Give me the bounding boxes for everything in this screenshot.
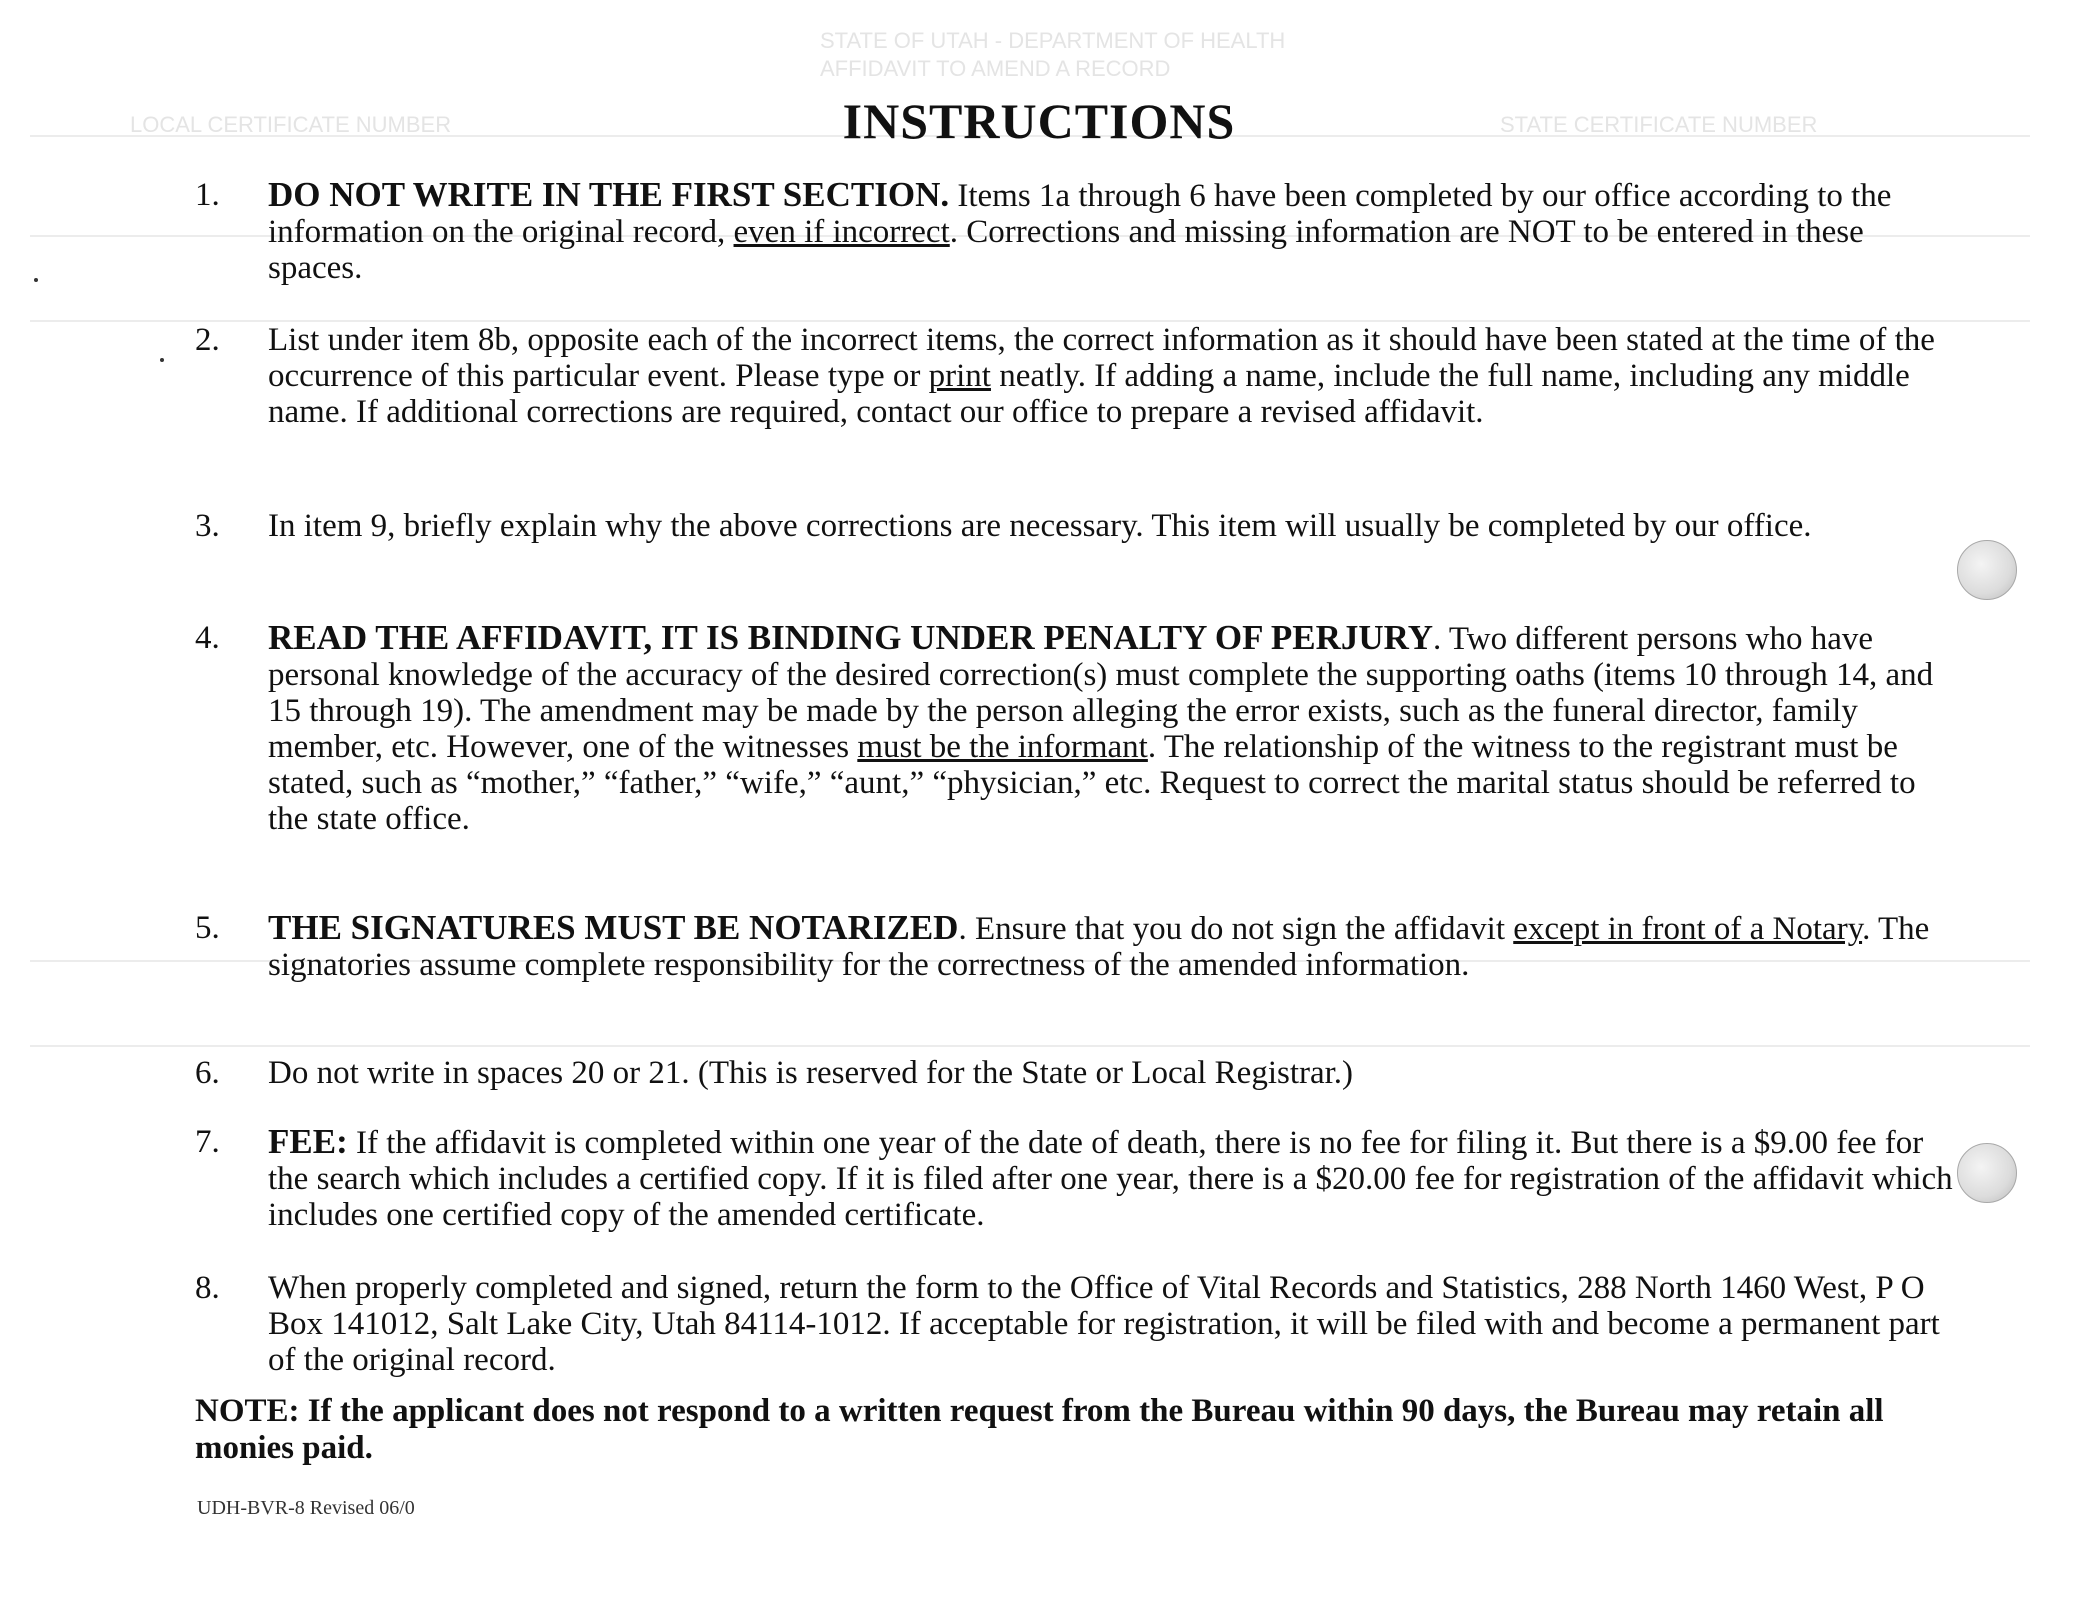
bleed-through-text: STATE OF UTAH - DEPARTMENT OF HEALTH — [820, 28, 1286, 53]
item-text-part: If the affidavit is completed within one year of the date of death, there is no fee for filing it. But there is a $9.00 fee for the search which includes a certified copy. If it is filed after one year, there is a $20.00 fee for registration of the affidavit which includes one certified copy of the amended certificate. — [268, 1125, 1953, 1233]
item-text-part: . Corrections and missing information are NOT to be entered in these spaces. — [268, 214, 1864, 286]
item-text — [268, 1124, 1955, 1233]
item-text-part: . Ensure that you do not sign the affidavit — [958, 911, 1514, 947]
item-text-part: Items 1a through 6 have been completed by our office according to the information on the original record, — [268, 178, 1892, 250]
item-number: 5. — [195, 910, 220, 946]
punch-hole-icon — [1957, 540, 2017, 600]
page-title: INSTRUCTIONS — [842, 93, 1236, 149]
item-number: 7. — [195, 1124, 220, 1160]
item-emphasis: print — [928, 358, 991, 394]
item-text — [268, 177, 1955, 286]
item-number: 1. — [195, 177, 220, 213]
item-text: In item 9, briefly explain why the above corrections are necessary. This item will usually be completed by our office. — [268, 508, 1812, 544]
item-text — [268, 620, 1955, 837]
item-text-part: . The signatories assume complete responsibility for the correctness of the amended information. — [268, 911, 1930, 983]
item-emphasis: even if incorrect — [733, 214, 950, 250]
item-text-part: List under item 8b, opposite each of the incorrect items, the correct information as it should have been stated at the time of the occurrence of this particular event. Please type or — [268, 322, 1935, 394]
item-text: When properly completed and signed, return the form to the Office of Vital Records and Statistics, 288 North 1460 West, P O Box 141012, Salt Lake City, Utah 84114-1012. If acceptable for registration, it will be filed with and become a permanent part of the original record. — [268, 1270, 1940, 1378]
item-lead: DO NOT WRITE IN THE FIRST SECTION. — [268, 175, 950, 214]
item-lead: THE SIGNATURES MUST BE NOTARIZED — [268, 908, 959, 947]
bleed-through-text: AFFIDAVIT TO AMEND A RECORD — [820, 56, 1171, 81]
item-text — [268, 322, 1955, 430]
note-text: NOTE: If the applicant does not respond to a written request from the Bureau within 90 days, the Bureau may retain all monies paid. — [195, 1393, 1884, 1466]
item-lead: FEE: — [268, 1122, 348, 1161]
item-number: 3. — [195, 508, 220, 544]
punch-hole-icon — [1957, 1143, 2017, 1203]
item-text — [268, 910, 1955, 983]
item-number: 6. — [195, 1055, 220, 1091]
bleed-through-line — [30, 1045, 2030, 1047]
item-lead: READ THE AFFIDAVIT, IT IS BINDING UNDER PENALTY OF PERJURY — [268, 618, 1433, 657]
form-code: UDH-BVR-8 Revised 06/0 — [197, 1497, 415, 1519]
item-text-part: neatly. If adding a name, include the full name, including any middle name. If additional corrections are required, contact our office to prepare a revised affidavit. — [268, 358, 1910, 430]
item-text: Do not write in spaces 20 or 21. (This is reserved for the State or Local Registrar.) — [268, 1055, 1354, 1091]
scan-speck — [160, 358, 164, 362]
item-text-part: . The relationship of the witness to the registrant must be stated, such as “mother,” “father,” “wife,” “aunt,” “physician,” etc. Request to correct the marital status should be referred to the state office. — [268, 729, 1916, 837]
scan-speck — [34, 278, 38, 282]
item-emphasis: must be the informant — [857, 729, 1148, 765]
item-emphasis: except in front of a Notary — [1513, 911, 1863, 947]
bleed-through-text: STATE CERTIFICATE NUMBER — [1500, 112, 1818, 137]
item-number: 2. — [195, 322, 220, 358]
item-text-part: . Two different persons who have personal knowledge of the accuracy of the desired correction(s) must complete the supporting oaths (items 10 through 14, and 15 through 19). The amendment may be made by the person alleging the error exists, such as the funeral director, family member, etc. However, one of the witnesses — [268, 621, 1934, 765]
item-number: 8. — [195, 1270, 220, 1306]
bleed-through-text: LOCAL CERTIFICATE NUMBER — [130, 112, 452, 137]
item-number: 4. — [195, 620, 220, 656]
